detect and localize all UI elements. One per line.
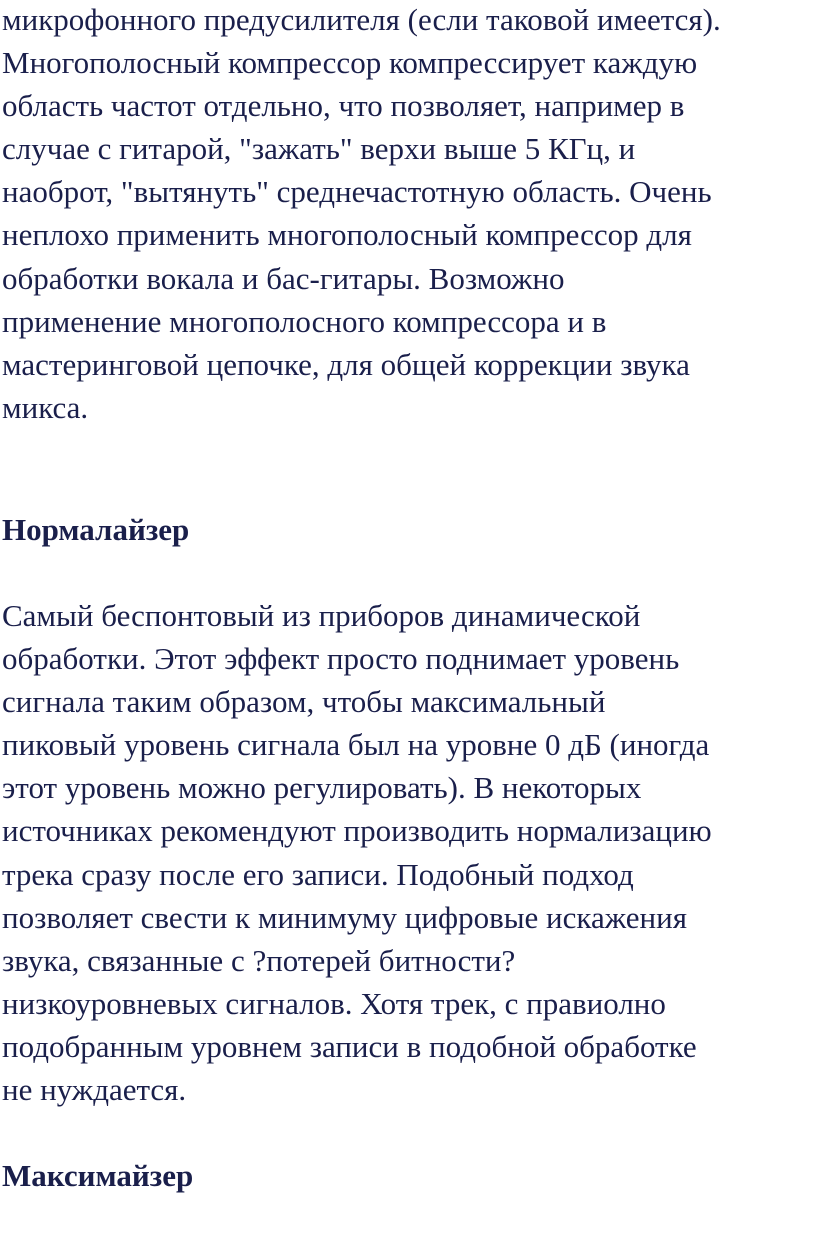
text-line: Самый беспонтовый из приборов динамической <box>2 598 641 633</box>
text-line: позволяет свести к минимуму цифровые искажения <box>2 899 687 935</box>
text-line: трека сразу после его записи. Подобный подход <box>2 856 634 892</box>
paragraph-normalizer <box>2 594 712 1111</box>
text-line: случае с гитарой, "зажать" верхи выше 5 КГц, и <box>2 131 636 167</box>
text-line: обработки вокала и бас-гитары. Возможно <box>2 260 565 296</box>
text-line: этот уровень можно регулировать). В некоторых <box>2 770 642 806</box>
text-line: низкоуровневых сигналов. Хотя трек, с правиолно <box>2 985 666 1021</box>
text-line: микрофонного предусилителя (если таковой имеется). <box>2 2 721 37</box>
text-line: неплохо применить многополосный компрессор для <box>2 217 692 253</box>
text-line: Многополосный компрессор компрессирует каждую <box>2 45 698 81</box>
text-line: мастеринговой цепочке, для общей коррекции звука <box>2 346 690 382</box>
text-line: пиковый уровень сигнала был на уровне 0 дБ (иногда <box>2 727 710 763</box>
section-heading-maximizer: Максимайзер <box>2 1158 194 1193</box>
text-line: источниках рекомендуют производить нормализацию <box>2 813 712 849</box>
text-line: область частот отдельно, что позволяет, например в <box>2 88 685 124</box>
text-line: обработки. Этот эффект просто поднимает уровень <box>2 641 680 677</box>
text-line: сигнала таким образом, чтобы максимальный <box>2 684 606 720</box>
section-heading-normalizer: Нормалайзер <box>2 512 190 547</box>
paragraph-multiband-compressor <box>2 0 721 429</box>
text-line: применение многополосного компрессора и в <box>2 303 607 339</box>
text-line: подобранным уровнем записи в подобной обработке <box>2 1028 697 1064</box>
text-line: наоброт, "вытянуть" среднечастотную область. Очень <box>2 174 712 210</box>
text-line: звука, связанные с ?потерей битности? <box>2 942 516 978</box>
text-line: не нуждается. <box>2 1072 187 1108</box>
text-line: микса. <box>2 389 89 425</box>
